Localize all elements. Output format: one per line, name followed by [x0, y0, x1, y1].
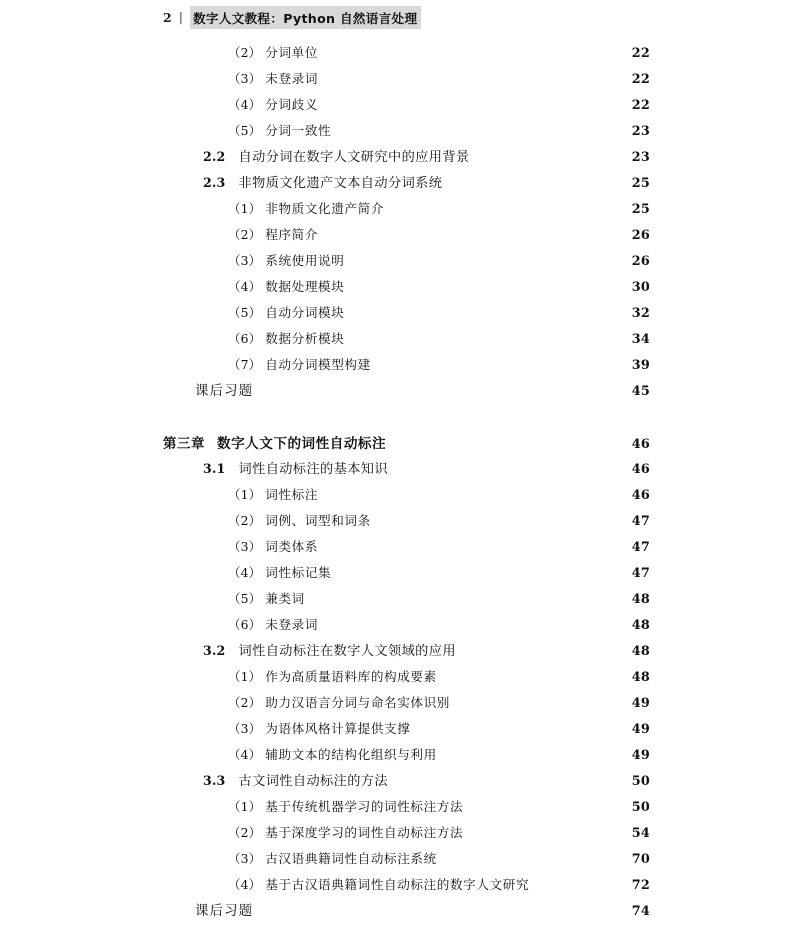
toc-entry-item[interactable] [0, 354, 800, 380]
toc-entry-page-number: 74 [631, 904, 650, 919]
toc-entry-label: 自动分词在数字人文研究中的应用背景 [238, 150, 470, 165]
toc-entry-page-number: 49 [631, 696, 650, 711]
dot-leader [533, 887, 624, 888]
toc-entry-number: （3） [228, 71, 262, 86]
toc-entry-label: 数据分析模块 [265, 331, 345, 346]
toc-entry-page-number: 48 [631, 670, 650, 685]
dot-leader [335, 575, 624, 576]
header-separator: | [178, 10, 183, 24]
toc-entry-number: （3） [228, 851, 262, 866]
toc-entry-label: 辅助文本的结构化组织与利用 [265, 747, 437, 762]
toc-entry-page-number: 47 [631, 514, 650, 529]
toc-entry-page-number: 23 [631, 124, 650, 139]
toc-entry-label: 数字人文下的词性自动标注 [216, 436, 387, 452]
dot-leader [322, 237, 624, 238]
book-title: 数字人文教程：Python 自然语言处理 [190, 6, 421, 29]
toc-entry-label: 分词单位 [265, 45, 319, 60]
toc-entry-page-number: 26 [631, 228, 650, 243]
toc-entry-chapter[interactable] [0, 432, 800, 458]
toc-entry-item[interactable] [0, 120, 800, 146]
toc-entry-item[interactable] [0, 224, 800, 250]
dot-leader [348, 315, 624, 316]
toc-entry-label: 词性自动标注的基本知识 [238, 462, 388, 477]
toc-entry-item[interactable] [0, 614, 800, 640]
toc-entry-number: （4） [228, 565, 262, 580]
toc-entry-page-number: 30 [631, 280, 650, 295]
toc-entry-page-number: 46 [631, 437, 650, 452]
toc-entry-exercise[interactable] [0, 380, 800, 406]
toc-entry-number: （1） [228, 669, 262, 684]
toc-entry-exercise[interactable] [0, 900, 800, 926]
toc-entry-number: （1） [228, 799, 262, 814]
dot-leader [322, 627, 624, 628]
toc-entry-number: （1） [228, 487, 262, 502]
toc-entry-item[interactable] [0, 42, 800, 68]
toc-entry-label: 分词歧义 [265, 97, 319, 112]
toc-entry-page-number: 32 [631, 306, 650, 321]
toc-entry-section[interactable] [0, 640, 800, 666]
toc-entry-label: 词类体系 [265, 539, 319, 554]
toc-entry-number: （4） [228, 279, 262, 294]
toc-entry-number: （5） [228, 123, 262, 138]
toc-entry-number: （2） [228, 513, 262, 528]
toc-entry-page-number: 39 [631, 358, 650, 373]
toc-entry-label: 非物质文化遗产文本自动分词系统 [238, 176, 443, 191]
toc-entry-number: 3.1 [203, 461, 226, 476]
toc-entry-page-number: 45 [631, 384, 650, 399]
toc-entry-number: （2） [228, 227, 262, 242]
toc-entry-number: 3.2 [203, 643, 226, 658]
toc-entry-item[interactable] [0, 250, 800, 276]
dot-leader [441, 757, 624, 758]
toc-entry-label: 数据处理模块 [265, 279, 345, 294]
toc-entry-label: 为语体风格计算提供支撑 [265, 721, 411, 736]
toc-entry-item[interactable] [0, 744, 800, 770]
toc-entry-item[interactable] [0, 588, 800, 614]
dot-leader [348, 263, 624, 264]
toc-entry-number: （6） [228, 331, 262, 346]
dot-leader [474, 159, 624, 160]
toc-entry-label: 词性自动标注在数字人文领域的应用 [238, 644, 456, 659]
toc-entry-item[interactable] [0, 562, 800, 588]
toc-entry-number: （1） [228, 201, 262, 216]
toc-entry-page-number: 25 [631, 176, 650, 191]
toc-entry-page-number: 72 [631, 878, 650, 893]
toc-entry-page-number: 26 [631, 254, 650, 269]
toc-entry-number: （6） [228, 617, 262, 632]
toc-entry-item[interactable] [0, 484, 800, 510]
toc-entry-number: （4） [228, 747, 262, 762]
toc-entry-section[interactable] [0, 172, 800, 198]
toc-entry-label: 作为高质量语料库的构成要素 [265, 669, 437, 684]
toc-entry-label: 基于传统机器学习的词性标注方法 [265, 799, 464, 814]
toc-entry-item[interactable] [0, 328, 800, 354]
dot-leader [441, 679, 624, 680]
toc-entry-number: 第三章 [163, 437, 205, 452]
dot-leader [467, 809, 624, 810]
running-header [163, 8, 421, 26]
toc-entry-number: （4） [228, 877, 262, 892]
dot-leader [322, 55, 624, 56]
toc-entry-number: （3） [228, 721, 262, 736]
toc-entry-item[interactable] [0, 536, 800, 562]
dot-leader [322, 549, 624, 550]
toc-entry-number: 2.3 [203, 175, 226, 190]
toc-entry-page-number: 54 [631, 826, 650, 841]
toc-entry-label: 助力汉语言分词与命名实体识别 [265, 695, 450, 710]
toc-entry-page-number: 70 [631, 852, 650, 867]
dot-leader [257, 393, 624, 394]
toc-entry-section[interactable] [0, 458, 800, 484]
toc-entry-label: 课后习题 [195, 384, 254, 399]
toc-entry-item[interactable] [0, 68, 800, 94]
toc-entry-label: 自动分词模型构建 [265, 357, 371, 372]
toc-entry-page-number: 49 [631, 722, 650, 737]
toc-entry-page-number: 22 [631, 72, 650, 87]
toc-entry-label: 词性标注 [265, 487, 319, 502]
dot-leader [348, 289, 624, 290]
toc-entry-section[interactable] [0, 770, 800, 796]
table-of-contents [0, 42, 800, 926]
dot-leader [467, 835, 624, 836]
toc-entry-number: （5） [228, 305, 262, 320]
dot-leader [309, 601, 624, 602]
toc-entry-item[interactable] [0, 510, 800, 536]
toc-entry-label: 课后习题 [195, 904, 254, 919]
dot-leader [446, 185, 624, 186]
toc-entry-item[interactable] [0, 692, 800, 718]
dot-leader [322, 81, 624, 82]
dot-leader [392, 471, 624, 472]
toc-entry-item[interactable] [0, 666, 800, 692]
toc-entry-number: （3） [228, 539, 262, 554]
dot-leader [460, 653, 624, 654]
toc-entry-number: 3.3 [203, 773, 226, 788]
toc-entry-page-number: 47 [631, 540, 650, 555]
toc-entry-page-number: 25 [631, 202, 650, 217]
toc-entry-item[interactable] [0, 198, 800, 224]
dot-leader [414, 731, 624, 732]
toc-entry-label: 系统使用说明 [265, 253, 345, 268]
toc-entry-page-number: 48 [631, 618, 650, 633]
toc-entry-label: 未登录词 [265, 617, 319, 632]
toc-entry-page-number: 48 [631, 644, 650, 659]
dot-leader [257, 913, 624, 914]
toc-entry-page-number: 50 [631, 774, 650, 789]
toc-entry-label: 非物质文化遗产简介 [265, 201, 385, 216]
toc-entry-number: （4） [228, 97, 262, 112]
toc-entry-section[interactable] [0, 146, 800, 172]
toc-entry-number: （5） [228, 591, 262, 606]
toc-entry-page-number: 34 [631, 332, 650, 347]
toc-entry-item[interactable] [0, 718, 800, 744]
toc-entry-item[interactable] [0, 276, 800, 302]
toc-entry-page-number: 23 [631, 150, 650, 165]
toc-entry-page-number: 50 [631, 800, 650, 815]
toc-entry-label: 兼类词 [265, 591, 305, 606]
dot-leader [388, 211, 624, 212]
dot-leader [392, 783, 624, 784]
toc-entry-page-number: 22 [631, 98, 650, 113]
toc-entry-label: 词性标记集 [265, 565, 332, 580]
toc-entry-page-number: 49 [631, 748, 650, 763]
dot-leader [390, 445, 624, 446]
toc-entry-label: 基于深度学习的词性自动标注方法 [265, 825, 464, 840]
toc-entry-page-number: 46 [631, 488, 650, 503]
toc-entry-page-number: 48 [631, 592, 650, 607]
toc-entry-number: （2） [228, 695, 262, 710]
toc-entry-page-number: 46 [631, 462, 650, 477]
toc-entry-number: （3） [228, 253, 262, 268]
toc-entry-label: 分词一致性 [265, 123, 332, 138]
toc-entry-number: （7） [228, 357, 262, 372]
dot-leader [375, 367, 624, 368]
toc-entry-number: 2.2 [203, 149, 226, 164]
toc-entry-label: 自动分词模块 [265, 305, 345, 320]
dot-leader [348, 341, 624, 342]
toc-entry-item[interactable] [0, 848, 800, 874]
page-folio-number: 2 [163, 9, 172, 25]
toc-entry-page-number: 22 [631, 46, 650, 61]
toc-entry-page-number: 47 [631, 566, 650, 581]
toc-entry-label: 词例、词型和词条 [265, 513, 371, 528]
dot-leader [375, 523, 624, 524]
toc-entry-number: （2） [228, 45, 262, 60]
dot-leader [322, 107, 624, 108]
toc-entry-item[interactable] [0, 874, 800, 900]
toc-entry-label: 未登录词 [265, 71, 319, 86]
toc-entry-label: 基于古汉语典籍词性自动标注的数字人文研究 [265, 877, 530, 892]
toc-entry-label: 程序简介 [265, 227, 319, 242]
toc-entry-number: （2） [228, 825, 262, 840]
toc-entry-item[interactable] [0, 822, 800, 848]
toc-entry-label: 古文词性自动标注的方法 [238, 774, 388, 789]
dot-leader [322, 497, 624, 498]
dot-leader [335, 133, 624, 134]
toc-entry-item[interactable] [0, 94, 800, 120]
toc-entry-item[interactable] [0, 302, 800, 328]
toc-entry-label: 古汉语典籍词性自动标注系统 [265, 851, 437, 866]
dot-leader [441, 861, 624, 862]
dot-leader [454, 705, 624, 706]
